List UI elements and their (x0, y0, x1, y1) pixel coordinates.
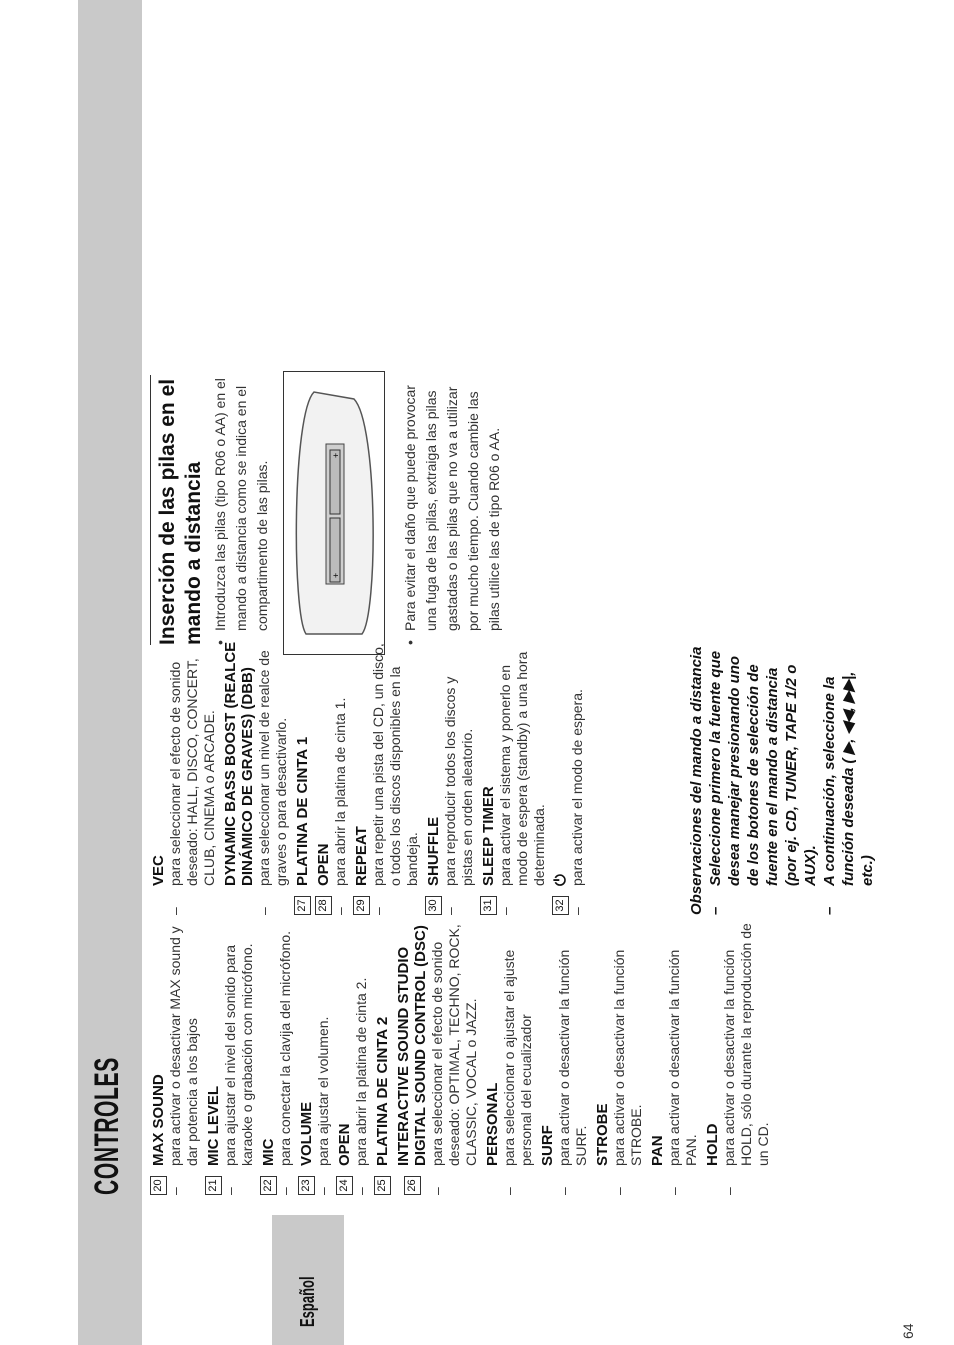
language-tab-label: Español (297, 1276, 319, 1327)
control-description: – para activar el modo de espera. (569, 689, 585, 915)
control-entry (353, 640, 421, 915)
control-heading (649, 920, 666, 1195)
page-number: 64 (900, 1323, 916, 1339)
control-description: – para seleccionar el efecto de sonido deseado: OPTIMAL, TECHNO, ROCK, CLASSIC, VOCAL o JAZZ. (429, 924, 479, 1195)
control-title: REPEAT (353, 826, 370, 886)
control-entry (315, 640, 349, 915)
control-description: – para conectar la clavija del micrófono. (277, 930, 293, 1195)
control-heading (353, 640, 370, 915)
control-heading (150, 640, 167, 915)
control-entry (594, 920, 645, 1195)
control-entry (539, 920, 590, 1195)
control-description: – para seleccionar el efecto de sonido deseado: HALL, DISCO, CONCERT, CLUB, CINEMA o ARCADE. (167, 658, 217, 915)
control-entry (205, 920, 256, 1195)
control-heading (425, 640, 442, 915)
control-description: – para repetir una pista del CD, un disco, o todos los discos disponibles en la bandeja. (370, 643, 420, 915)
svg-text:+: + (331, 452, 341, 458)
control-heading (222, 640, 256, 915)
control-entry (649, 920, 700, 1195)
control-entry (336, 920, 370, 1195)
control-entry (150, 920, 201, 1195)
control-title: MIC (260, 1138, 277, 1166)
control-entry (222, 640, 290, 915)
observation-item: – Seleccione primero la fuente que desea manejar presionando uno de los botones de selección de fuente en el mando a distancia (por ej. CD, TUNER, TAPE 1/2 o AUX). (707, 650, 819, 915)
control-heading (336, 920, 353, 1195)
control-description: – para seleccionar o ajustar el ajuste personal del ecualizador (501, 949, 534, 1195)
control-number-badge: 25 (374, 1176, 391, 1195)
control-entry (395, 920, 480, 1195)
control-entry (298, 920, 332, 1195)
remote-observations (687, 645, 877, 915)
control-entry (294, 640, 311, 915)
control-description: – para activar el sistema y ponerlo en modo de espera (standby) a una hora determinada. (497, 651, 547, 915)
control-heading (704, 920, 721, 1195)
svg-text:+: + (331, 572, 341, 578)
control-title: VOLUME (298, 1101, 315, 1166)
control-description: – para activar o desactivar MAX sound y dar potencia a los bajos (167, 926, 200, 1195)
control-title: PLATINA DE CINTA 1 (294, 736, 311, 886)
control-description: – para abrir la platina de cinta 2. (353, 977, 369, 1195)
control-description: – para ajustar el volumen. (315, 1016, 331, 1195)
control-number-badge: 28 (315, 896, 332, 915)
control-title: HOLD (704, 1123, 721, 1166)
control-number-badge: 30 (425, 896, 442, 915)
control-number-badge: 23 (298, 1176, 315, 1195)
control-heading (205, 920, 222, 1195)
control-heading (298, 920, 315, 1195)
control-title: DYNAMIC BASS BOOST (REALCE DINÁMICO DE GRAVES) (DBB) (222, 641, 256, 886)
control-title: MIC LEVEL (205, 1085, 222, 1166)
control-description: – para reproducir todos los discos y pistas en orden aleatorio. (442, 676, 475, 915)
control-title: OPEN (315, 843, 332, 886)
remote-control-battery-figure (283, 371, 385, 655)
controls-column-1 (150, 920, 776, 1195)
header-band (78, 0, 142, 1345)
control-entry (425, 640, 476, 915)
control-title: PLATINA DE CINTA 2 (374, 1016, 391, 1166)
control-heading (484, 920, 501, 1195)
control-description: – para ajustar el nivel del sonido para karaoke o grabación con micrófono. (222, 943, 255, 1195)
control-entry (260, 920, 294, 1195)
control-title: INTERACTIVE SOUND STUDIO DIGITAL SOUND CONTROL (DSC) (395, 925, 429, 1166)
page-title: CONTROLES (88, 1057, 126, 1195)
control-title: OPEN (336, 1123, 353, 1166)
control-description: – para activar o desactivar la función SURF. (556, 949, 589, 1195)
control-number-badge: 31 (480, 896, 497, 915)
control-description: – para abrir la platina de cinta 1. (332, 697, 348, 915)
control-title: SHUFFLE (425, 816, 442, 886)
control-number-badge: 32 (552, 896, 569, 915)
control-entry (480, 640, 548, 915)
language-tab (272, 1215, 344, 1345)
control-number-badge: 24 (336, 1176, 353, 1195)
controls-column-2 (150, 640, 590, 915)
control-entry (552, 640, 586, 915)
control-heading (294, 640, 311, 915)
control-description: – para activar o desactivar la función STROBE. (611, 949, 644, 1195)
control-title: PAN (649, 1135, 666, 1166)
control-heading (260, 920, 277, 1195)
control-heading (374, 920, 391, 1195)
control-heading (552, 640, 569, 915)
battery-bullet-2: • Para evitar el daño que puede provocar una fuga de las pilas, extraiga las pilas gastadas o las pilas que no va a utilizar por mucho tiempo. Cuando cambie las pilas utilice las de tipo R06 o AA. (402, 385, 502, 645)
control-entry (704, 920, 772, 1195)
observation-item: – A continuación, seleccione la función deseada ( ▶, ◀◀, ▶▶|, etc.) (821, 671, 876, 915)
section-rule (150, 375, 151, 645)
control-heading (539, 920, 556, 1195)
control-number-badge: 27 (294, 896, 311, 915)
battery-section-title: Inserción de las pilas en el mando a distancia (156, 378, 205, 645)
control-title: MAX SOUND (150, 1074, 167, 1166)
control-entry (374, 920, 391, 1195)
control-number-badge: 22 (260, 1176, 277, 1195)
control-title: SURF (539, 1125, 556, 1166)
battery-compartment-illustration (284, 372, 384, 654)
control-number-badge: 21 (205, 1176, 222, 1195)
control-heading (480, 640, 497, 915)
battery-bullet-1: • Introduzca las pilas (tipo R06 o AA) en el mando a distancia como se indica en el compartimento de las pilas. (212, 378, 270, 645)
control-title: ⏻ (552, 874, 569, 886)
control-heading (150, 920, 167, 1195)
control-description: – para activar o desactivar la función HOLD, sólo durante la reproducción de un CD. (721, 923, 771, 1195)
control-title: SLEEP TIMER (480, 786, 497, 886)
control-heading (395, 920, 429, 1195)
control-title: STROBE (594, 1103, 611, 1166)
control-description: – para seleccionar un nivel de realce de graves o para desactivarlo. (256, 650, 289, 915)
control-number-badge: 29 (353, 896, 370, 915)
control-entry (150, 640, 218, 915)
control-entry (484, 920, 535, 1195)
control-title: VEC (150, 855, 167, 886)
control-title: PERSONAL (484, 1082, 501, 1166)
control-description: – para activar o desactivar la función PAN. (666, 949, 699, 1195)
control-number-badge: 26 (404, 1176, 421, 1195)
control-heading (594, 920, 611, 1195)
control-heading (315, 640, 332, 915)
observations-title: Observaciones del mando a distancia (688, 646, 705, 915)
control-number-badge: 20 (150, 1176, 167, 1195)
